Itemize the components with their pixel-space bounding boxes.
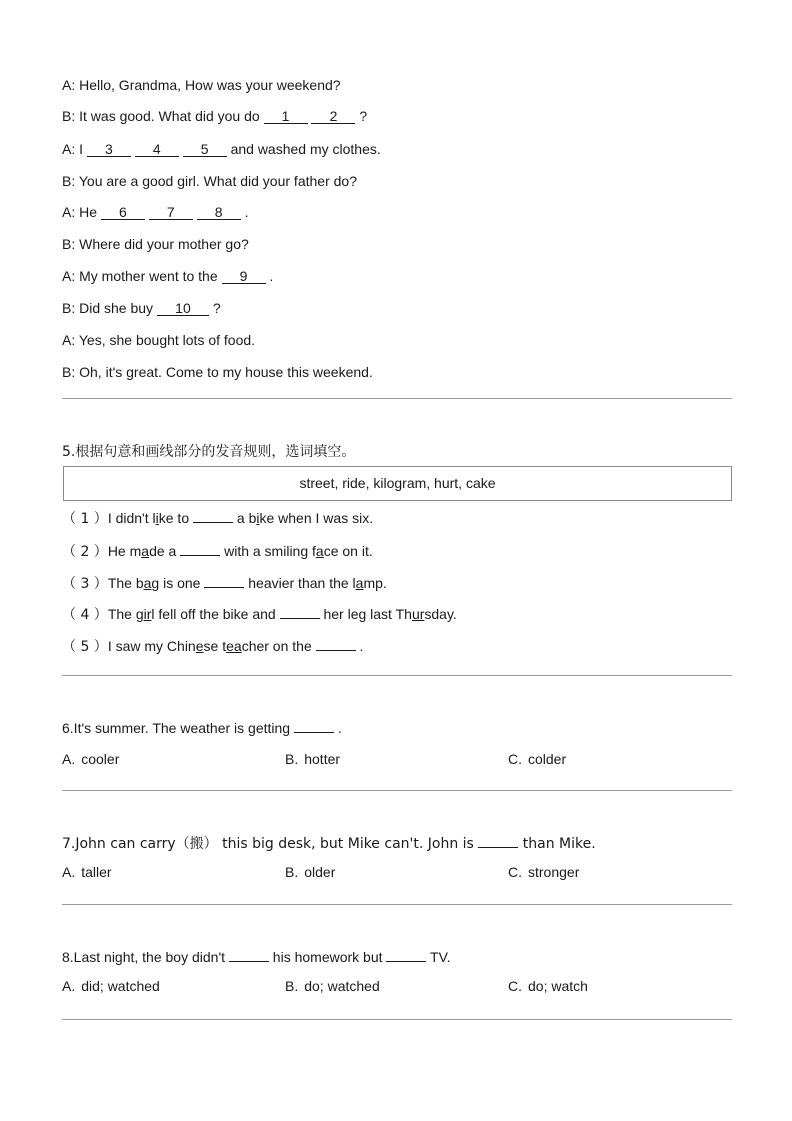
q5-sentence-2: （ 2 ）He made a with a smiling face on it. (62, 543, 373, 560)
q7-option-a[interactable]: A. taller (62, 864, 112, 880)
q8-option-a[interactable]: A. did; watched (62, 978, 160, 994)
sentence-number: （ 2 ） (62, 544, 108, 560)
blank-6[interactable]: 6 (101, 205, 145, 220)
dialogue-line-4 (62, 173, 357, 189)
q8-option-c[interactable]: C. do; watch (508, 978, 588, 994)
dialogue-line-1 (62, 77, 341, 93)
answer-blank[interactable] (229, 947, 269, 962)
q8-stem: 8.Last night, the boy didn't his homework but TV. (62, 949, 451, 965)
q7-option-b[interactable]: B. older (285, 864, 336, 880)
divider (62, 790, 732, 791)
q7-stem: 7.John can carry（搬） this big desk, but Mike can't. John is than Mike. (62, 833, 596, 853)
underlined-sound: a (355, 575, 364, 591)
sentence-number: （ 1 ） (62, 511, 108, 527)
dialogue-text: ? (359, 108, 368, 124)
dialogue-text: He (79, 204, 98, 220)
q6-option-a[interactable]: A. cooler (62, 751, 120, 767)
blank-4[interactable]: 4 (135, 142, 179, 157)
q5-sentence-4: （ 4 ）The girl fell off the bike and her leg last Thursday. (62, 606, 457, 623)
blank-2[interactable]: 2 (311, 109, 355, 124)
underlined-sound: e (195, 638, 204, 654)
q6-option-c[interactable]: C. colder (508, 751, 567, 767)
dialogue-text: . (269, 268, 274, 284)
dialogue-line-10 (62, 364, 373, 380)
sentence-number: （ 4 ） (62, 607, 108, 623)
dialogue-text: Where did your mother go? (79, 236, 249, 252)
dialogue-text: My mother went to the (79, 268, 218, 284)
speaker: A: (62, 204, 76, 220)
dialogue-text: and washed my clothes. (230, 141, 381, 157)
speaker: B: (62, 236, 76, 252)
blank-1[interactable]: 1 (264, 109, 308, 124)
q8-option-b[interactable]: B. do; watched (285, 978, 380, 994)
blank-9[interactable]: 9 (222, 269, 266, 284)
divider (62, 904, 732, 905)
sentence-number: （ 3 ） (62, 576, 108, 592)
dialogue-line-7 (62, 268, 273, 284)
q5-sentence-1: （ 1 ）I didn't like to a bike when I was six. (62, 510, 374, 527)
answer-blank[interactable] (478, 833, 518, 848)
q5-title: 5.根据句意和画线部分的发音规则，选词填空。 (62, 444, 356, 460)
speaker: A: (62, 77, 76, 93)
blank-3[interactable]: 3 (87, 142, 131, 157)
underlined-sound: a (141, 543, 150, 559)
dialogue-text: Yes, she bought lots of food. (78, 332, 256, 348)
answer-blank[interactable] (386, 947, 426, 962)
dialogue-text: Did she buy (79, 300, 154, 316)
blank-5[interactable]: 5 (183, 142, 227, 157)
blank-10[interactable]: 10 (157, 301, 209, 316)
underlined-sound: i (155, 510, 159, 526)
dialogue-text: Oh, it's great. Come to my house this weekend. (79, 364, 373, 380)
dialogue-text: It was good. What did you do (79, 108, 260, 124)
sentence-number: （ 5 ） (62, 639, 108, 655)
dialogue-line-9 (62, 332, 255, 348)
underlined-sound: ur (411, 606, 425, 622)
underlined-sound: ea (226, 638, 242, 654)
underlined-sound: i (256, 510, 260, 526)
dialogue-text: . (244, 204, 249, 220)
underlined-sound: a (143, 575, 152, 591)
speaker: B: (62, 300, 76, 316)
q6-stem: 6.It's summer. The weather is getting . (62, 720, 342, 736)
divider (62, 398, 732, 399)
speaker: A: (62, 141, 76, 157)
speaker: B: (62, 364, 76, 380)
divider (62, 1019, 732, 1020)
dialogue-line-6 (62, 236, 249, 252)
dialogue-text: Hello, Grandma, How was your weekend? (79, 77, 341, 93)
answer-blank[interactable] (280, 604, 320, 619)
q7-option-c[interactable]: C. stronger (508, 864, 580, 880)
speaker: A: (62, 268, 76, 284)
dialogue-text: You are a good girl. What did your father do? (78, 173, 357, 189)
q6-option-b[interactable]: B. hotter (285, 751, 341, 767)
blank-7[interactable]: 7 (149, 205, 193, 220)
answer-blank[interactable] (316, 636, 356, 651)
speaker: B: (62, 108, 76, 124)
underlined-sound: a (315, 543, 324, 559)
dialogue-line-3 (62, 141, 381, 157)
divider (62, 675, 732, 676)
word-bank-box: street, ride, kilogram, hurt, cake (63, 466, 732, 501)
dialogue-line-5 (62, 204, 248, 220)
underlined-sound: ir (143, 606, 152, 622)
speaker: A: (62, 332, 76, 348)
q5-sentence-5: （ 5 ）I saw my Chinese teacher on the . (62, 638, 364, 655)
q5-sentence-3: （ 3 ）The bag is one heavier than the lamp. (62, 575, 387, 592)
dialogue-line-8 (62, 300, 221, 316)
dialogue-text: I (79, 141, 84, 157)
answer-blank[interactable] (204, 573, 244, 588)
answer-blank[interactable] (180, 541, 220, 556)
dialogue-line-2 (62, 108, 367, 124)
blank-8[interactable]: 8 (197, 205, 241, 220)
dialogue-text: ? (212, 300, 221, 316)
answer-blank[interactable] (294, 718, 334, 733)
answer-blank[interactable] (193, 508, 233, 523)
speaker: B: (62, 173, 76, 189)
